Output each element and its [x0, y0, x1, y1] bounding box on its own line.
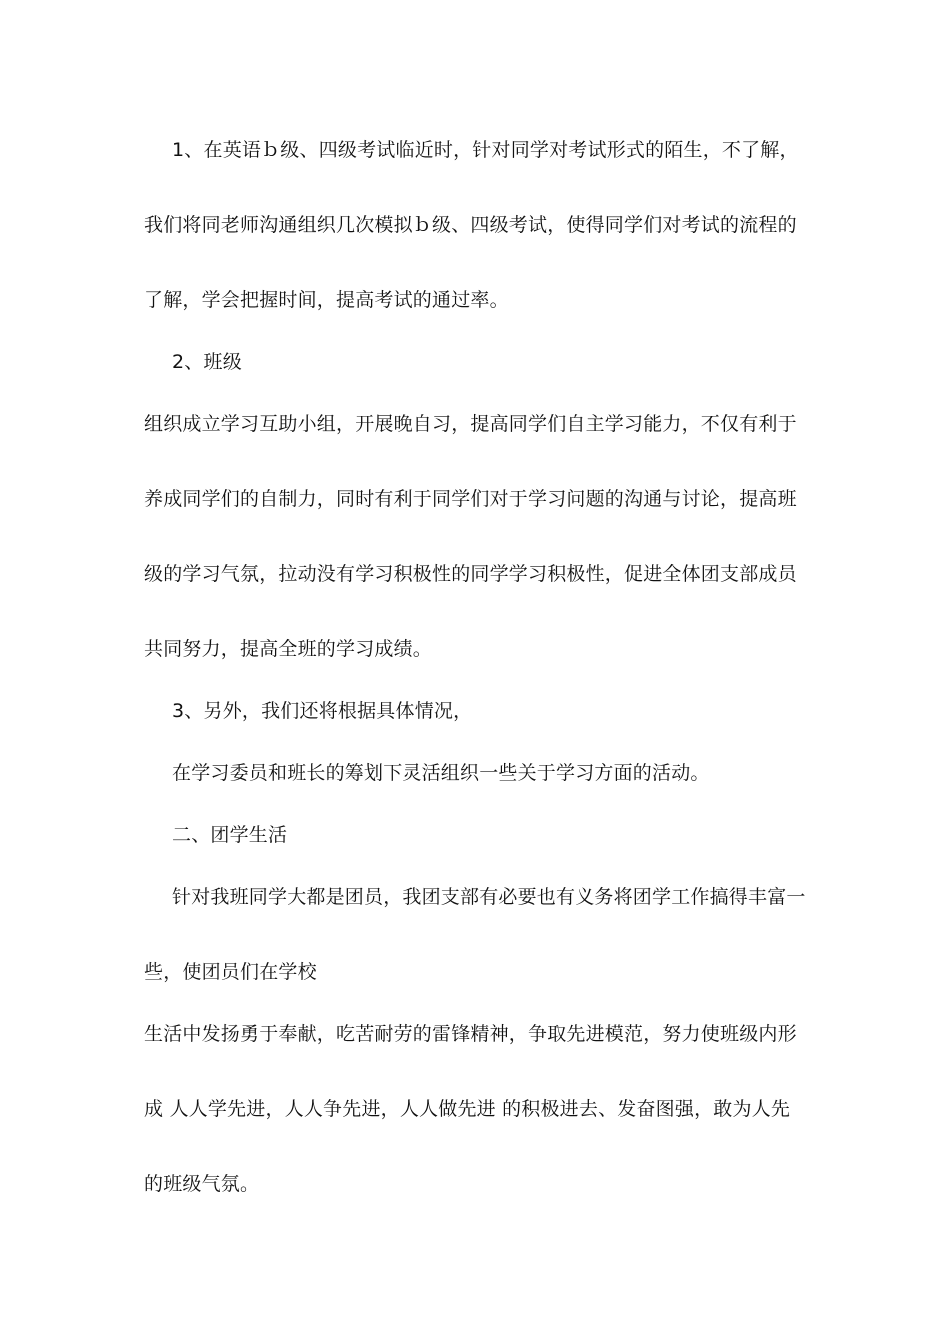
paragraph-line: 的班级气氛。	[144, 1173, 260, 1195]
paragraph-line: 我们将同老师沟通组织几次模拟ｂ级、四级考试，使得同学们对考试的流程的	[144, 214, 797, 236]
paragraph-line: 成 人人学先进，人人争先进，人人做先进 的积极进去、发奋图强，敢为人先	[144, 1098, 791, 1120]
paragraph-line: 了解，学会把握时间，提高考试的通过率。	[144, 289, 509, 311]
paragraph-line: 组织成立学习互助小组，开展晚自习，提高同学们自主学习能力，不仅有利于	[144, 413, 797, 435]
paragraph-line: 养成同学们的自制力，同时有利于同学们对于学习问题的沟通与讨论，提高班	[144, 488, 797, 510]
paragraph-line: 级的学习气氛，拉动没有学习积极性的同学学习积极性，促进全体团支部成员	[144, 563, 797, 585]
paragraph-line: 针对我班同学大都是团员，我团支部有必要也有义务将团学工作搞得丰富一	[172, 886, 806, 908]
paragraph-line: 生活中发扬勇于奉献，吃苦耐劳的雷锋精神，争取先进模范，努力使班级内形	[144, 1023, 797, 1045]
section-heading: 3、另外，我们还将根据具体情况，	[172, 700, 473, 722]
paragraph-line: 共同努力，提高全班的学习成绩。	[144, 638, 433, 660]
paragraph-line: 在学习委员和班长的筹划下灵活组织一些关于学习方面的活动。	[172, 762, 710, 784]
paragraph-line: 些，使团员们在学校	[144, 961, 317, 983]
section-heading: 2、班级	[172, 351, 242, 373]
section-heading: 二、团学生活	[172, 824, 288, 846]
paragraph-line: 1、在英语ｂ级、四级考试临近时，针对同学对考试形式的陌生，不了解，	[172, 139, 799, 161]
